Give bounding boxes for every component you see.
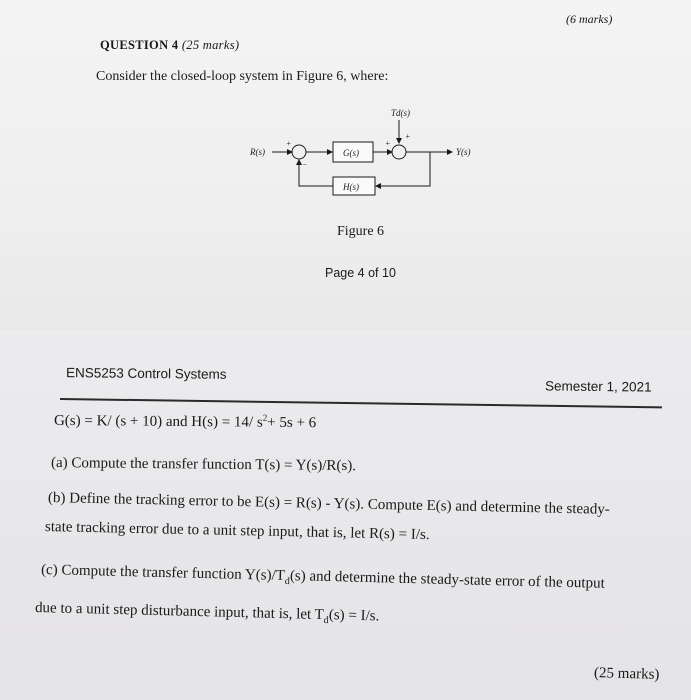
forward-block-label: G(s) — [343, 148, 359, 158]
transfer-function-definitions — [54, 413, 316, 432]
page-number: Page 4 of 10 — [325, 266, 396, 280]
semester-label: Semester 1, 2021 — [544, 378, 652, 395]
question-marks: (25 marks) — [181, 38, 240, 52]
part-c-line-2-subscript: d — [323, 615, 329, 627]
input-label: R(s) — [250, 147, 265, 157]
part-b-line-1: (b) Define the tracking error to be E(s) = R(s) - Y(s). Compute E(s) and determine the steady- — [47, 490, 610, 518]
sum1-minus-sign: − — [302, 160, 308, 169]
figure-caption: Figure 6 — [337, 224, 385, 239]
eq-tail: + 5s + 6 — [267, 414, 317, 432]
part-c-subscript: d — [284, 575, 290, 588]
feedback-block-label: H(s) — [343, 182, 359, 192]
question-title — [100, 38, 239, 53]
part-c-line-1-start: (c) Compute the transfer function Y(s)/T — [40, 562, 286, 584]
part-a: (a) Compute the transfer function T(s) = Y(s)/R(s). — [50, 455, 357, 475]
part-c-line-2-end: (s) = I/s. — [328, 607, 380, 625]
eq-main: G(s) = K/ (s + 10) and H(s) = 14/ s — [53, 412, 263, 431]
summing-junction-2 — [392, 145, 406, 159]
part-c-line-1-end: (s) and determine the steady-state error of the output — [289, 568, 605, 592]
question-number: QUESTION 4 — [100, 38, 179, 52]
previous-question-marks: (6 marks) — [566, 12, 613, 26]
part-b-line-2: state tracking error due to a unit step input, that is, let R(s) = I/s. — [44, 519, 430, 544]
block-diagram — [240, 106, 500, 206]
sum1-plus-sign: + — [286, 139, 292, 148]
course-title: ENS5253 Control Systems — [65, 365, 227, 382]
summing-junction-1 — [292, 145, 306, 159]
disturbance-label: Td(s) — [391, 108, 411, 118]
question-total-marks: (25 marks) — [593, 665, 660, 683]
part-c-line-2-start: due to a unit step disturbance input, that is, let T — [34, 600, 324, 624]
sum2-plus-top: + — [405, 132, 411, 141]
eq-exponent: 2 — [262, 412, 268, 423]
output-label: Y(s) — [456, 147, 471, 157]
feedback-path-in — [376, 152, 430, 186]
sum2-plus-left: + — [385, 139, 391, 148]
question-intro: Consider the closed-loop system in Figure 6, where: — [96, 69, 389, 84]
